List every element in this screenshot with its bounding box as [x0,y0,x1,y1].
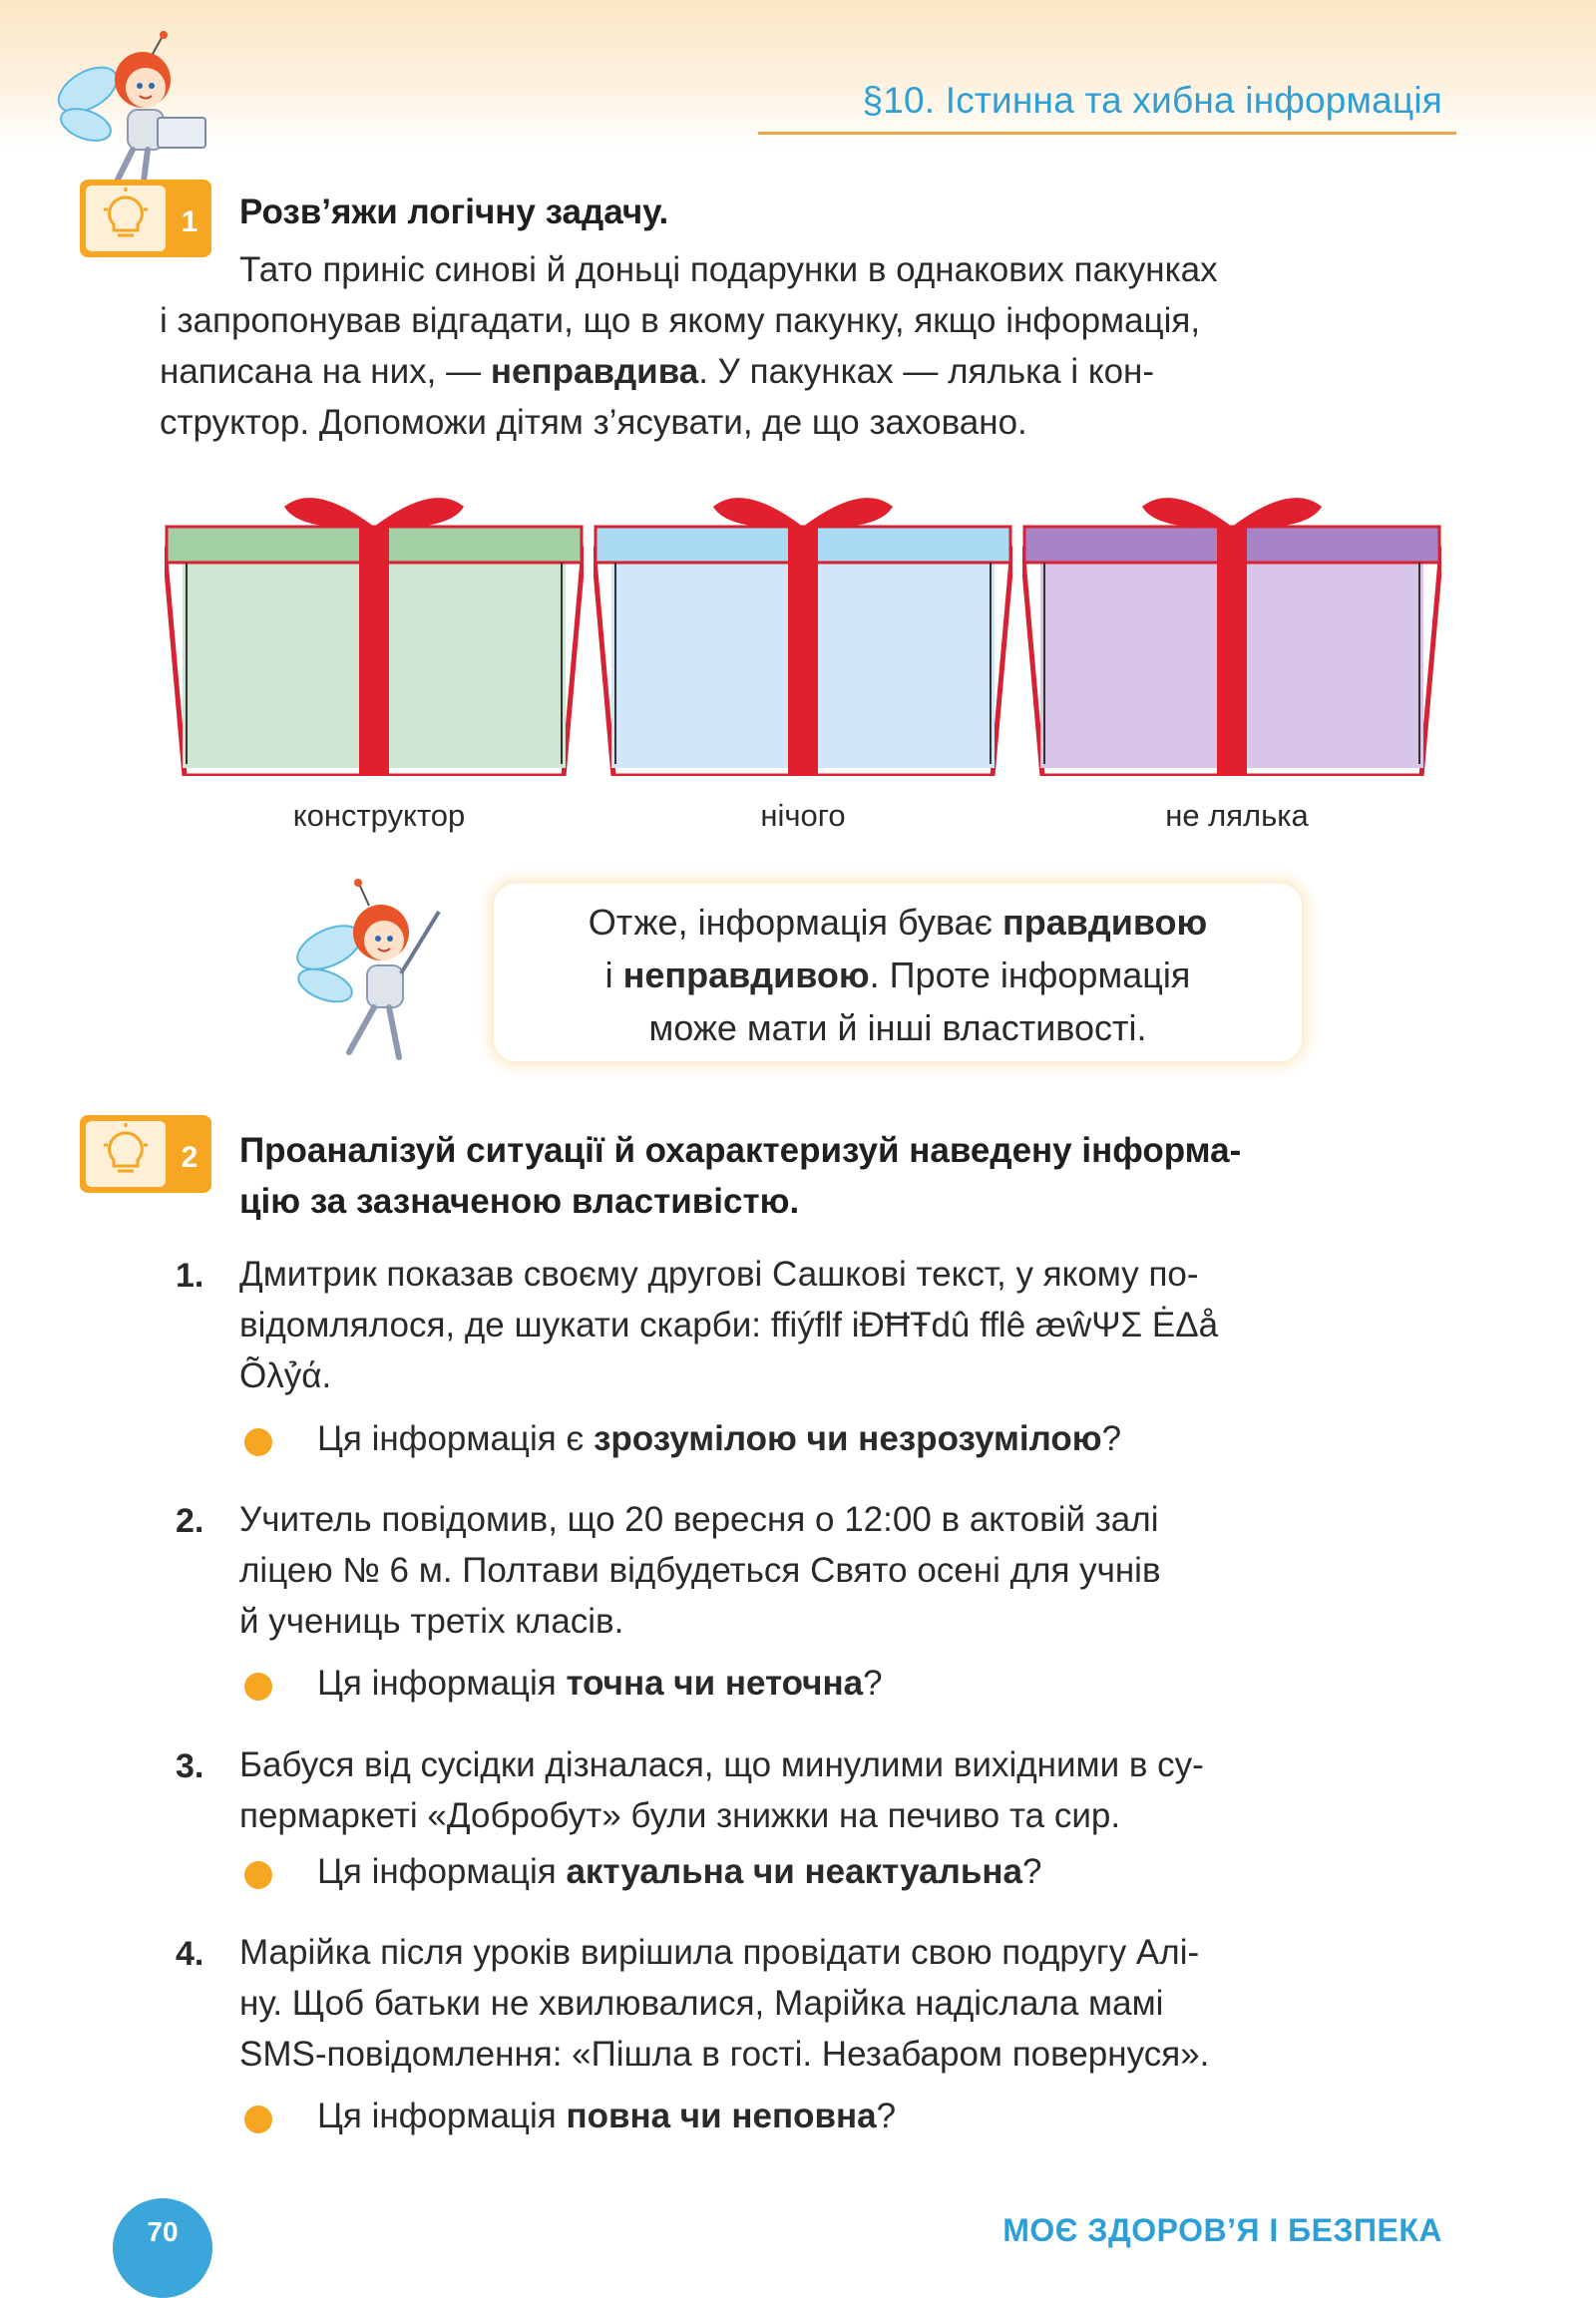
page-number-badge [113,2198,212,2298]
question-bullet-3 [244,1861,272,1889]
task1-title: Розв’яжи логічну задачу. [239,192,669,231]
item-3-question: Ця інформація актуальна чи неактуальна? [317,1852,1042,1891]
task1-paragraph [160,244,1441,448]
item-number-3: 3. [176,1747,204,1785]
task2-title-line-2: цію за зазначеною властивістю. [239,1182,800,1221]
header-band [0,0,1596,150]
item-2-text [239,1494,1441,1647]
page-header-title: §10. Істинна та хибна інформація [862,80,1442,121]
question-bullet-4 [244,2106,272,2133]
item-1-question: Ця інформація є зрозумілою чи незрозумілою? [317,1419,1122,1458]
item-4-line-1: Марійка після уроків вирішила провідати свою подругу Алі- [239,1933,1200,1972]
bubble-line-2: і неправдивою. Проте інформація [604,955,1191,995]
task-number-1: 1 [181,205,199,238]
item-2-line-2: ліцею № 6 м. Полтави відбудеться Свято осені для учнів [239,1551,1161,1590]
question-bullet-1 [244,1428,272,1456]
gift-box-green [165,477,584,776]
gift-label-3: не лялька [1165,798,1309,833]
item-2-line-1: Учитель повідомив, що 20 вересня о 12:00 в актовій залі [239,1500,1159,1539]
item-1-text [239,1249,1441,1401]
item-1-line-3: Õλỷά. [239,1356,332,1395]
task-badge-2 [80,1115,211,1193]
item-3-text [239,1739,1441,1841]
bubble-line-1: Отже, інформація буває правдивою [588,902,1208,943]
item-1-line-1: Дмитрик показав своєму другові Сашкові текст, у якому по- [239,1255,1199,1294]
fairy-laptop-illustration [48,30,227,199]
item-2-question: Ця інформація точна чи неточна? [317,1664,883,1703]
gift-box-blue [594,477,1012,776]
item-number-2: 2. [176,1502,204,1540]
gift-label-2: нічого [760,798,846,833]
item-2-line-3: й учениць третіх класів. [239,1602,624,1641]
page-number: 70 [147,2216,179,2247]
header-rule [758,132,1456,135]
task1-line-3: написана на них, — неправдива. У пакунках — лялька і кон- [160,352,1155,391]
gift-box-purple [1022,477,1441,776]
bubble-line-3: може мати й інші властивості. [648,1007,1147,1048]
item-4-line-3: SMS-повідомлення: «Пішла в гості. Незабаром повернуся». [239,2035,1210,2074]
item-4-question: Ця інформація повна чи неповна? [317,2097,897,2135]
item-number-4: 4. [176,1935,204,1973]
item-number-1: 1. [176,1257,204,1295]
item-3-line-2: пермаркеті «Добробут» були знижки на печиво та сир. [239,1796,1121,1835]
task1-line-4: структор. Допоможи дітям з’ясувати, де що заховано. [160,403,1027,442]
fairy-wand-illustration [289,878,459,1067]
item-1-line-2: відомлялося, де шукати скарби: ffiýflf iÐĦŦdû fflê æŵΨΣ ĖΔå [239,1306,1219,1344]
item-4-text [239,1927,1441,2080]
gift-boxes [165,477,1441,776]
task2-title-line-1: Проаналізуй ситуації й охарактеризуй наведену інформа- [239,1131,1242,1170]
question-bullet-2 [244,1673,272,1701]
task-number-2: 2 [181,1141,199,1174]
speech-bubble-text [494,896,1302,1054]
task1-line-1: Тато приніс синові й доньці подарунки в однакових пакунках [239,250,1218,289]
item-3-line-1: Бабуся від сусідки дізналася, що минулими вихідними в су- [239,1745,1204,1784]
gift-label-1: конструктор [292,798,466,833]
item-4-line-2: ну. Щоб батьки не хвилювалися, Марійка надіслала мамі [239,1984,1164,2023]
footer-section-title: МОЄ ЗДОРОВ’Я І БЕЗПЕКА [1002,2212,1442,2248]
task1-line-2: і запропонував відгадати, що в якому пакунку, якщо інформація, [160,301,1201,340]
